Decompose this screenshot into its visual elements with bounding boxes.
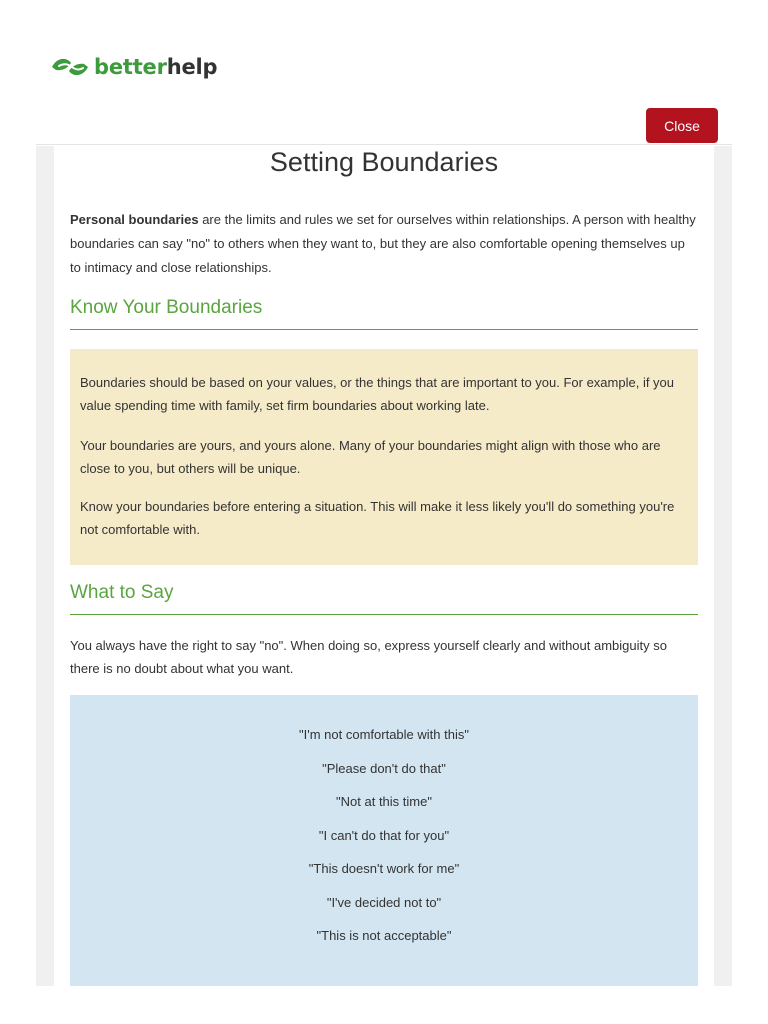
right-gutter (714, 146, 732, 986)
phrase-item: "This is not acceptable" (316, 928, 452, 943)
section-heading-know-your-boundaries: Know Your Boundaries (70, 297, 263, 318)
section-divider (70, 329, 698, 330)
logo-wordmark (94, 55, 217, 79)
phrase-item: "Please don't do that" (322, 761, 446, 776)
article-panel[interactable] (54, 146, 714, 986)
left-gutter (36, 146, 54, 986)
phrases-box (70, 695, 698, 986)
phrase-item: "Not at this time" (336, 794, 432, 809)
phrase-item: "This doesn't work for me" (308, 861, 460, 876)
betterhelp-logo[interactable] (50, 54, 217, 80)
page-title: Setting Boundaries (269, 147, 499, 177)
logo-text-better: better (94, 55, 167, 79)
close-button[interactable]: Close (646, 108, 718, 143)
logo-text-help: help (166, 55, 218, 79)
what-to-say-paragraph: You always have the right to say "no". When doing so, express yourself clearly and without ambiguity so there is no doubt about what you want. (70, 638, 667, 676)
phrase-item: "I'm not comfortable with this" (299, 727, 469, 742)
handshake-leaf-icon (50, 54, 90, 80)
boundaries-tips-box (70, 349, 698, 565)
section-heading-what-to-say: What to Say (70, 582, 174, 603)
intro-text: are the limits and rules we set for ourselves within relationships. A person with healthy boundaries can say "no" to others when they want to, but they are also comfortable opening themselves up to intimacy and close relationships. (70, 212, 696, 275)
phrase-item: "I can't do that for you" (318, 828, 450, 843)
phrase-item: "I've decided not to" (326, 895, 442, 910)
tip-paragraph: Your boundaries are yours, and yours alone. Many of your boundaries might align with those who are close to you, but others will be unique. (80, 438, 661, 476)
tip-paragraph: Boundaries should be based on your values, or the things that are important to you. For example, if you value spending time with family, set firm boundaries about working late. (80, 375, 675, 413)
intro-paragraph (70, 208, 698, 280)
section-divider (70, 614, 698, 615)
modal-top-border (36, 144, 732, 145)
intro-bold-term: Personal boundaries (70, 212, 199, 227)
tip-paragraph: Know your boundaries before entering a situation. This will make it less likely you'll do something you're not comfortable with. (80, 499, 675, 537)
